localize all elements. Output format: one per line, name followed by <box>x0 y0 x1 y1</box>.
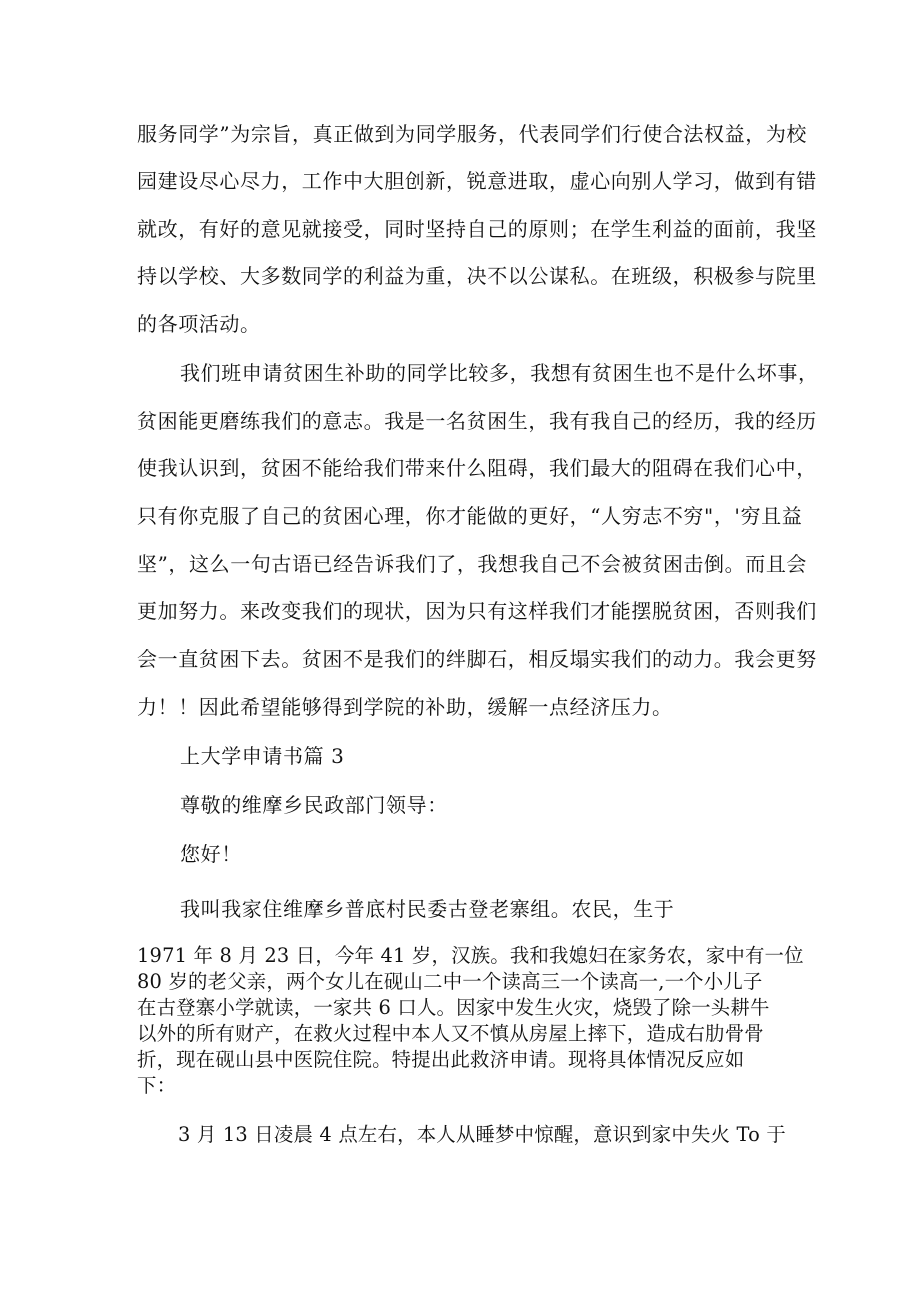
paragraph-4-line-1: 3 月 13 日凌晨 4 点左右，本人从睡梦中惊醒，意识到家中失火 To 于 <box>178 1123 786 1146</box>
paragraph-2-line-2: 贫困能更磨练我们的意志。我是一名贫困生，我有我自己的经历，我的经历 <box>137 409 817 433</box>
paragraph-3-line-5: 以外的所有财产，在救火过程中本人又不慎从房屋上摔下，造成右肋骨骨 <box>137 1022 764 1045</box>
paragraph-2-line-1: 我们班申请贫困生补助的同学比较多，我想有贫困生也不是什么坏事， <box>180 361 819 385</box>
paragraph-1-line-3: 就改，有好的意见就接受，同时坚持自己的原则；在学生利益的面前，我坚 <box>137 217 817 241</box>
salutation: 尊敬的维摩乡民政部门领导： <box>180 793 448 817</box>
section-heading: 上大学申请书篇 3 <box>180 744 345 768</box>
paragraph-1-line-5: 的各项活动。 <box>137 312 261 336</box>
paragraph-1-line-2: 园建设尽心尽力，工作中大胆创新，锐意进取，虚心向别人学习，做到有错 <box>137 169 817 193</box>
paragraph-2-line-8: 力！！因此希望能够得到学院的补助，缓解一点经济压力。 <box>137 695 673 719</box>
paragraph-3-line-6: 折，现在砚山县中医院住院。特提出此救济申请。现将具体情况反应如 <box>137 1048 745 1071</box>
paragraph-3-line-1: 我叫我家住维摩乡普底村民委古登老寨组。农民，生于 <box>180 897 675 921</box>
paragraph-2-line-7: 会一直贫困下去。贫困不是我们的绊脚石，相反塌实我们的动力。我会更努 <box>137 647 817 671</box>
paragraph-2-line-3: 使我认识到，贫困不能给我们带来什么阻碍，我们最大的阻碍在我们心中， <box>137 456 817 480</box>
greeting: 您好！ <box>180 842 242 866</box>
paragraph-3-line-7: 下： <box>137 1074 177 1097</box>
paragraph-2-line-5: 坚”，这么一句古语已经告诉我们了，我想我自己不会被贫困击倒。而且会 <box>137 552 808 576</box>
paragraph-3-line-3: 80 岁的老父亲，两个女儿在砚山二中一个读高三一个读高一,一个小儿子 <box>137 970 763 993</box>
paragraph-1-line-4: 持以学校、大多数同学的利益为重，决不以公谋私。在班级，积极参与院里 <box>137 264 817 288</box>
paragraph-1-line-1: 服务同学”为宗旨，真正做到为同学服务，代表同学们行使合法权益，为校 <box>137 122 808 146</box>
paragraph-3-line-4: 在古登寨小学就读，一家共 6 口人。因家中发生火灾，烧毁了除一头耕牛 <box>137 996 770 1019</box>
paragraph-2-line-4: 只有你克服了自己的贫困心理，你才能做的更好，“人穷志不穷"，'穷且益 <box>137 504 803 528</box>
paragraph-2-line-6: 更加努力。来改变我们的现状，因为只有这样我们才能摆脱贫困，否则我们 <box>137 599 817 623</box>
paragraph-3-line-2: 1971 年 8 月 23 日，今年 41 岁，汉族。我和我媳妇在家务农，家中有一位 <box>137 944 804 967</box>
